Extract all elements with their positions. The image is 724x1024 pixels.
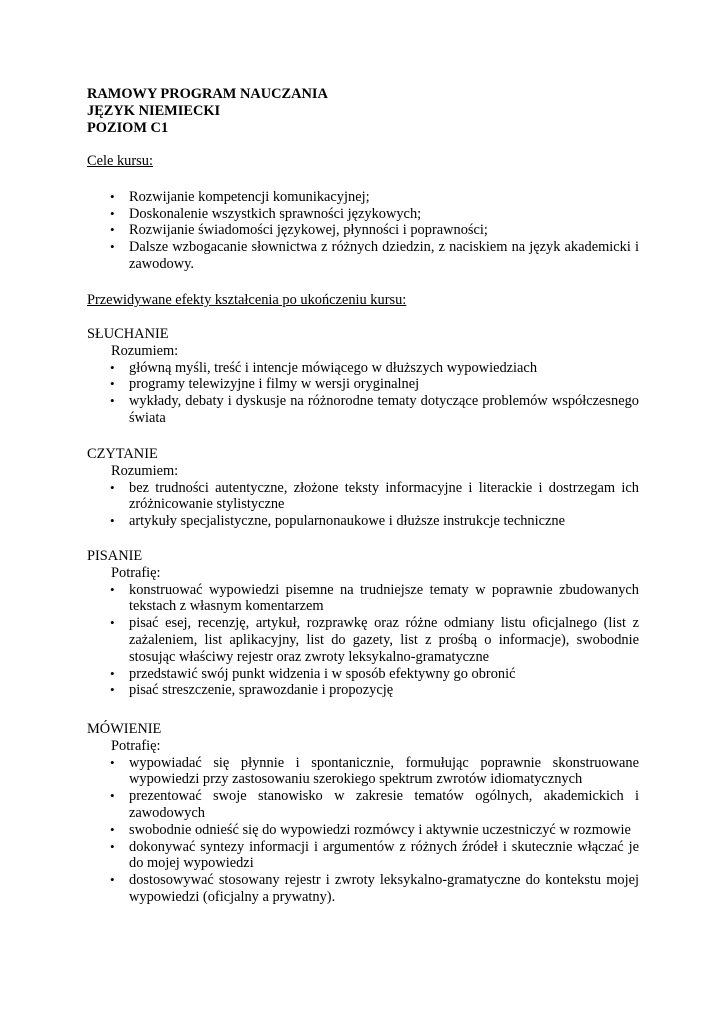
speaking-list (87, 755, 639, 906)
heading-level: POZIOM C1 (87, 119, 169, 136)
listening-lead: Rozumiem: (111, 342, 179, 359)
document-heading (87, 86, 647, 136)
bullet-icon: • (110, 682, 115, 698)
list-item: • dokonywać syntezy informacji i argumentów z różnych źródeł i skutecznie włączać je do mojej wypowiedzi (110, 838, 639, 872)
bullet-icon: • (110, 615, 115, 631)
reading-title: CZYTANIE (87, 446, 158, 462)
listening-title: SŁUCHANIE (87, 326, 169, 342)
list-item: • Rozwijanie świadomości językowej, płynności i poprawności; (110, 222, 488, 239)
list-item: • główną myśli, treść i intencje mówiącego w dłuższych wypowiedziach (110, 359, 538, 376)
reading-section (87, 446, 639, 530)
list-item: • przedstawić swój punkt widzenia i w sposób efektywny go obronić (110, 665, 516, 682)
bullet-icon: • (110, 788, 115, 804)
bullet-icon: • (110, 754, 115, 770)
bullet-icon: • (110, 872, 115, 888)
writing-lead: Potrafię: (111, 564, 161, 581)
list-item: • programy telewizyjne i filmy w wersji oryginalnej (110, 376, 420, 393)
bullet-icon: • (110, 821, 115, 837)
bullet-icon: • (110, 205, 115, 221)
heading-program: RAMOWY PROGRAM NAUCZANIA (87, 86, 328, 102)
goals-title: Cele kursu: (87, 153, 153, 169)
listening-list (87, 360, 639, 427)
list-item: • Rozwijanie kompetencji komunikacyjnej; (110, 188, 370, 205)
goals-section (87, 153, 639, 273)
list-item: • Doskonalenie wszystkich sprawności językowych; (110, 205, 422, 222)
writing-title: PISANIE (87, 548, 143, 564)
outcomes-title: Przewidywane efekty kształcenia po ukończeniu kursu: (87, 292, 407, 308)
list-item: • pisać esej, recenzję, artykuł, rozprawkę oraz różne odmiany listu oficjalnego (list z zażaleniem, list aplikacyjny, list do gazety, list z prośbą o informacje), swobodnie stosując właściwy rejestr oraz zwroty leksykalno-gramatyczne (110, 615, 639, 665)
bullet-icon: • (110, 581, 115, 597)
list-item: • konstruować wypowiedzi pisemne na trudniejsze tematy w poprawnie zbudowanych tekstach z własnym komentarzem (110, 581, 639, 615)
list-item: • prezentować swoje stanowisko w zakresie tematów ogólnych, akademickich i zawodowych (110, 788, 639, 821)
writing-section (87, 548, 639, 699)
bullet-icon: • (110, 376, 115, 392)
outcomes-section (87, 292, 639, 309)
list-item: • wykłady, debaty i dyskusje na różnorodne tematy dotyczące problemów współczesnego świata (110, 393, 639, 426)
bullet-icon: • (110, 393, 115, 409)
bullet-icon: • (110, 359, 115, 375)
list-item: • swobodnie odnieść się do wypowiedzi rozmówcy i aktywnie uczestniczyć w rozmowie (110, 821, 631, 838)
list-item: • wypowiadać się płynnie i spontanicznie, formułując poprawnie skonstruowane wypowiedzi przy zastosowaniu szerokiego spektrum zwrotów idiomatycznych (110, 754, 639, 788)
list-item: • dostosowywać stosowany rejestr i zwroty leksykalno-gramatyczne do kontekstu mojej wypowiedzi (oficjalny a prywatny). (110, 872, 639, 905)
speaking-lead: Potrafię: (111, 737, 161, 754)
reading-lead: Rozumiem: (111, 462, 179, 479)
bullet-icon: • (110, 513, 115, 529)
list-item: • artykuły specjalistyczne, popularnonaukowe i dłuższe instrukcje techniczne (110, 513, 565, 530)
speaking-title: MÓWIENIE (87, 721, 162, 737)
goals-list (87, 189, 639, 273)
bullet-icon: • (110, 188, 115, 204)
listening-section (87, 326, 639, 427)
bullet-icon: • (110, 479, 115, 495)
bullet-icon: • (110, 222, 115, 238)
list-item: • Dalsze wzbogacanie słownictwa z różnych dziedzin, z naciskiem na język akademicki i zawodowy. (110, 239, 639, 272)
reading-list (87, 480, 639, 530)
writing-list (87, 582, 639, 700)
bullet-icon: • (110, 665, 115, 681)
bullet-icon: • (110, 838, 115, 854)
list-item: • pisać streszczenie, sprawozdanie i propozycję (110, 682, 394, 699)
bullet-icon: • (110, 239, 115, 255)
list-item: • bez trudności autentyczne, złożone teksty informacyjne i literackie i dostrzegam ich zróżnicowanie stylistyczne (110, 479, 639, 513)
speaking-section (87, 721, 639, 906)
heading-language: JĘZYK NIEMIECKI (87, 102, 221, 119)
